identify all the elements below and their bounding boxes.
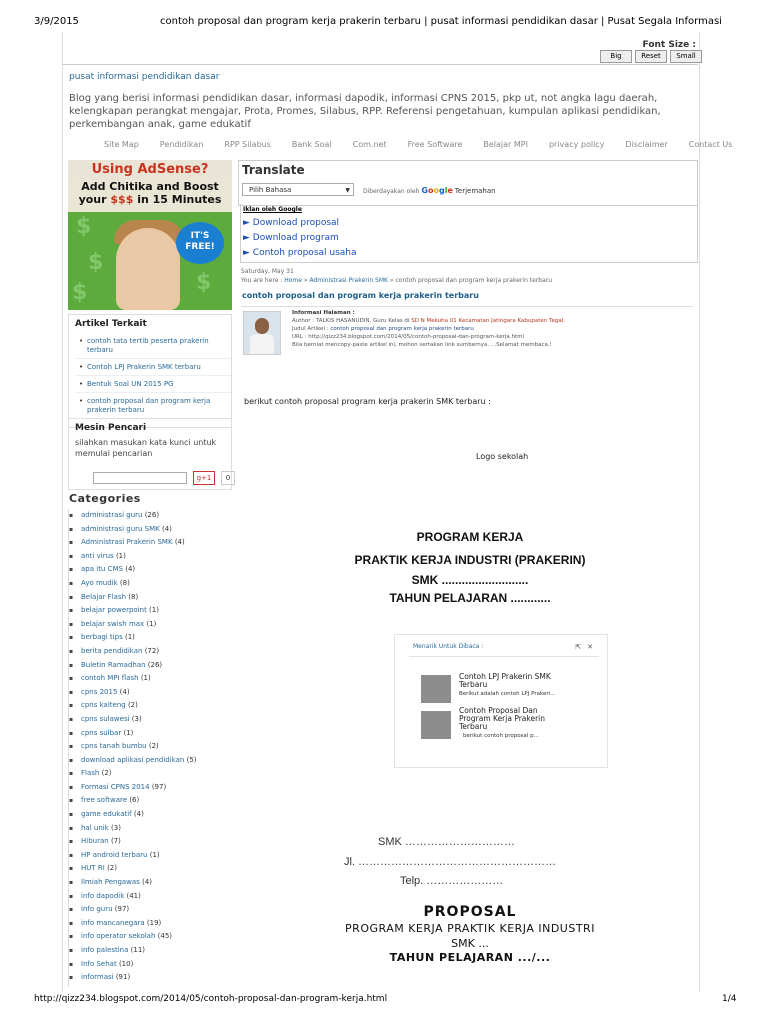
address-line: Jl. ………………………………………………	[344, 856, 557, 868]
breadcrumb-category[interactable]: Administrasi Prakerin SMK	[309, 277, 388, 284]
category-item[interactable]: ▪ HUT RI (2)	[69, 862, 231, 876]
list-item[interactable]: • Contoh LPJ Prakerin SMK terbaru	[75, 359, 231, 376]
category-item[interactable]: ▪ info operator sekolah (45)	[69, 930, 231, 944]
categories-list	[68, 509, 231, 987]
thumbnail	[421, 711, 451, 739]
ad-person-face	[116, 228, 180, 310]
category-item[interactable]: ▪ Info Sehat (10)	[69, 958, 231, 972]
nav-item-pendidikan[interactable]: Pendidikan	[159, 140, 204, 149]
category-item[interactable]: ▪ Buletin Ramadhan (26)	[69, 659, 231, 673]
author-school-link[interactable]: SD N Mekuha 01 Kecamatan Jatingara Kabupaten Tegal.	[411, 318, 565, 324]
ad-line2: your $$$ in 15 Minutes	[78, 193, 222, 206]
article-title-link[interactable]: contoh proposal dan program kerja prakerin terbaru	[330, 326, 474, 332]
category-item[interactable]: ▪ cpns sulbar (1)	[69, 727, 231, 741]
popout-icon[interactable]: ⇱	[575, 643, 588, 651]
widget-title: Menarik Untuk Dibaca :	[413, 643, 484, 650]
font-size-label: Font Size :	[642, 40, 696, 50]
breadcrumb: You are here : Home » Administrasi Prakerin SMK » contoh proposal dan program kerja prakerin terbaru	[241, 277, 553, 284]
widget-controls	[575, 643, 599, 651]
ad-links-label[interactable]: Iklan oleh Google	[243, 206, 302, 213]
close-icon[interactable]: ✕	[587, 643, 599, 651]
category-item[interactable]: ▪ berbagi tips (1)	[69, 631, 231, 645]
category-item[interactable]: ▪ Flash (2)	[69, 767, 231, 781]
ad-link-download-proposal[interactable]: ► Download proposal	[243, 218, 340, 228]
gplus-count: 0	[221, 471, 235, 485]
site-name[interactable]: pusat informasi pendidikan dasar	[69, 72, 220, 82]
category-item[interactable]: ▪ Administrasi Prakerin SMK (4)	[69, 536, 231, 550]
category-item[interactable]: ▪ informasi (91)	[69, 971, 231, 985]
category-item[interactable]: ▪ Formasi CPNS 2014 (97)	[69, 781, 231, 795]
recommended-widget	[394, 634, 608, 768]
print-url: http://qizz234.blogspot.com/2014/05/contoh-proposal-dan-program-kerja.html	[34, 994, 388, 1004]
category-item[interactable]: ▪ anti virus (1)	[69, 550, 231, 564]
category-item[interactable]: ▪ administrasi guru (26)	[69, 509, 231, 523]
font-reset-button[interactable]: Reset	[635, 50, 667, 63]
list-item[interactable]: • Bentuk Soal UN 2015 PG	[75, 376, 231, 393]
search-input[interactable]	[93, 472, 187, 484]
author-photo	[243, 311, 281, 355]
ad-headline: Using AdSense?	[68, 160, 232, 180]
nav-item-disclaimer[interactable]: Disclaimer	[625, 140, 668, 149]
post-date: Saturday, May 31	[241, 268, 294, 275]
nav-item-contact-us[interactable]: Contact Us	[688, 140, 733, 149]
nav-item-com-net[interactable]: Com.net	[352, 140, 387, 149]
header-divider	[62, 64, 698, 65]
font-big-button[interactable]: Big	[600, 50, 632, 63]
category-item[interactable]: ▪ info guru (97)	[69, 903, 231, 917]
list-item[interactable]: • contoh tata tertib peserta prakerin terbaru	[75, 333, 231, 359]
category-item[interactable]: ▪ Belajar Flash (8)	[69, 591, 231, 605]
related-articles-box	[68, 314, 232, 428]
main-nav	[104, 140, 753, 149]
nav-item-privacy-policy[interactable]: privacy policy	[548, 140, 605, 149]
smk-line: SMK …………………………	[378, 836, 515, 848]
logo-placeholder: Logo sekolah	[476, 452, 529, 461]
proposal-smk: SMK ...	[451, 937, 489, 950]
widget-item-title[interactable]: Contoh LPJ Prakerin SMK Terbaru	[459, 672, 551, 689]
related-articles-title: Artikel Terkait	[75, 319, 147, 329]
category-item[interactable]: ▪ belajar powerpoint (1)	[69, 604, 231, 618]
category-item[interactable]: ▪ info mancanegara (19)	[69, 917, 231, 931]
author-info-text: Informasi Halaman : Author : TALKIS HASANUDIN, Guru Kelas di SD N Mekuha 01 Kecamatan Jatingara Kabupaten Tegal. Judul Artikel : contoh proposal dan program kerja prakerin terbaru URL : http://qizz234.blogspot.com/2014/05/contoh-proposal-dan-program-kerja.html Bila berniat mencopy-paste artikel ini, mohon sertakan link sumbernya. ...Selamat membaca.!	[292, 310, 565, 348]
category-item[interactable]: ▪ info dapodik (41)	[69, 890, 231, 904]
widget-item-title[interactable]: Contoh Proposal Dan Program Kerja Prakerin Terbaru	[459, 706, 546, 731]
site-description: Blog yang berisi informasi pendidikan dasar, informasi dapodik, informasi CPNS 2015, pkp ut, not angka lagu daerah, kelengkapan perangkat mengajar, Prota, Promes, Silabus, RPP. Referensi pengetahuan, kumpulan aplikasi pendidikan, perkembangan anak, game edukatif	[69, 93, 661, 130]
category-item[interactable]: ▪ cpns kalteng (2)	[69, 699, 231, 713]
print-page-number: 1/4	[722, 994, 737, 1004]
language-select[interactable]: Pilih Bahasa ▼	[242, 183, 354, 196]
nav-item-free-software[interactable]: Free Software	[407, 140, 463, 149]
ad-copy	[68, 180, 232, 212]
nav-item-site-map[interactable]: Site Map	[104, 140, 139, 149]
category-item[interactable]: ▪ cpns sulawesi (3)	[69, 713, 231, 727]
nav-item-belajar-mpi[interactable]: Belajar MPI	[483, 140, 528, 149]
search-title: Mesin Pencari	[75, 423, 147, 433]
related-articles-list	[69, 333, 231, 419]
post-lead: berikut contoh proposal program kerja prakerin SMK terbaru :	[244, 397, 491, 406]
print-header	[0, 16, 768, 30]
list-item[interactable]: • contoh proposal dan program kerja prakerin terbaru	[75, 393, 231, 419]
translate-powered-by[interactable]: Diberdayakan oleh Google Terjemahan	[363, 186, 496, 195]
proposal-subheading: PROGRAM KERJA PRAKTIK KERJA INDUSTRI	[345, 922, 595, 935]
widget-item-excerpt: berikut contoh proposal p...	[463, 733, 539, 739]
category-item[interactable]: ▪ Hiburan (7)	[69, 835, 231, 849]
ad-link-contoh-proposal-usaha[interactable]: ► Contoh proposal usaha	[243, 248, 357, 258]
translate-title: Translate	[242, 163, 305, 177]
smk-heading: SMK ..........................	[411, 573, 529, 587]
category-item[interactable]: ▪ cpns 2015 (4)	[69, 686, 231, 700]
dollar-icon: $	[76, 214, 92, 239]
category-item[interactable]: ▪ Ayo mudik (8)	[69, 577, 231, 591]
category-item[interactable]: ▪ HP android terbaru (1)	[69, 849, 231, 863]
category-item[interactable]: ▪ apa itu CMS (4)	[69, 563, 231, 577]
translate-widget	[238, 160, 698, 206]
ad-free-badge: IT'S FREE!	[176, 222, 224, 264]
category-item[interactable]: ▪ cpns tanah bumbu (2)	[69, 740, 231, 754]
search-widget	[68, 418, 232, 490]
proposal-tahun: TAHUN PELAJARAN .../...	[389, 951, 551, 964]
category-item[interactable]: ▪ berita pendidikan (72)	[69, 645, 231, 659]
dollar-icon: $	[196, 270, 212, 295]
copy-note: Bila berniat mencopy-paste artikel ini, mohon sertakan link sumbernya. ...Selamat membaca.!	[292, 342, 552, 348]
dollar-icon: $	[72, 280, 88, 305]
category-item[interactable]: ▪ contoh MPI flash (1)	[69, 672, 231, 686]
thumbnail	[421, 675, 451, 703]
categories-title: Categories	[69, 492, 141, 505]
nav-item-bank-soal[interactable]: Bank Soal	[291, 140, 332, 149]
print-date: 3/9/2015	[34, 16, 79, 27]
ad-link-download-program[interactable]: ► Download program	[243, 233, 339, 243]
category-item[interactable]: ▪ Ilmiah Pengawas (4)	[69, 876, 231, 890]
gplus-button[interactable]: g+1	[193, 471, 215, 485]
tahun-heading: TAHUN PELAJARAN ............	[389, 591, 551, 605]
font-small-button[interactable]: Small	[670, 50, 702, 63]
ad-line1: Add Chitika and Boost	[81, 180, 219, 193]
praktik-heading: PRAKTIK KERJA INDUSTRI (PRAKERIN)	[354, 553, 586, 567]
breadcrumb-current: contoh proposal dan program kerja prakerin terbaru	[395, 277, 553, 284]
search-row	[93, 471, 235, 485]
chevron-down-icon: ▼	[345, 187, 350, 194]
nav-item-rpp-silabus[interactable]: RPP Silabus	[224, 140, 271, 149]
breadcrumb-home[interactable]: Home	[284, 277, 302, 284]
post-title[interactable]: contoh proposal dan program kerja prakerin terbaru	[242, 291, 479, 300]
category-item[interactable]: ▪ download aplikasi pendidikan (5)	[69, 754, 231, 768]
category-item[interactable]: ▪ belajar swish max (1)	[69, 618, 231, 632]
category-item[interactable]: ▪ game edukatif (4)	[69, 808, 231, 822]
print-title: contoh proposal dan program kerja prakerin terbaru | pusat informasi pendidikan dasar | Pusat Segala Informasi	[160, 16, 722, 27]
google-ad-links	[240, 204, 698, 263]
search-description: silahkan masukan kata kunci untuk memulai pencarian	[75, 438, 217, 458]
proposal-heading: PROPOSAL	[423, 904, 517, 920]
font-size-controls	[600, 50, 702, 63]
category-item[interactable]: ▪ hal unik (3)	[69, 822, 231, 836]
phone-line: Telp. …………………	[400, 875, 504, 887]
category-item[interactable]: ▪ administrasi guru SMK (4)	[69, 523, 231, 537]
category-item[interactable]: ▪ free software (6)	[69, 794, 231, 808]
program-kerja-heading: PROGRAM KERJA	[416, 530, 524, 544]
widget-item-excerpt: Berikut adalah contoh LPJ Prakeri...	[459, 691, 556, 697]
sidebar-ad-banner[interactable]	[68, 160, 232, 310]
article-url: http://qizz234.blogspot.com/2014/05/contoh-proposal-dan-program-kerja.html	[308, 334, 525, 340]
google-logo: Google	[421, 186, 453, 195]
author-info-box	[241, 306, 693, 355]
dollar-icon: $	[88, 250, 104, 275]
category-item[interactable]: ▪ info palestina (11)	[69, 944, 231, 958]
